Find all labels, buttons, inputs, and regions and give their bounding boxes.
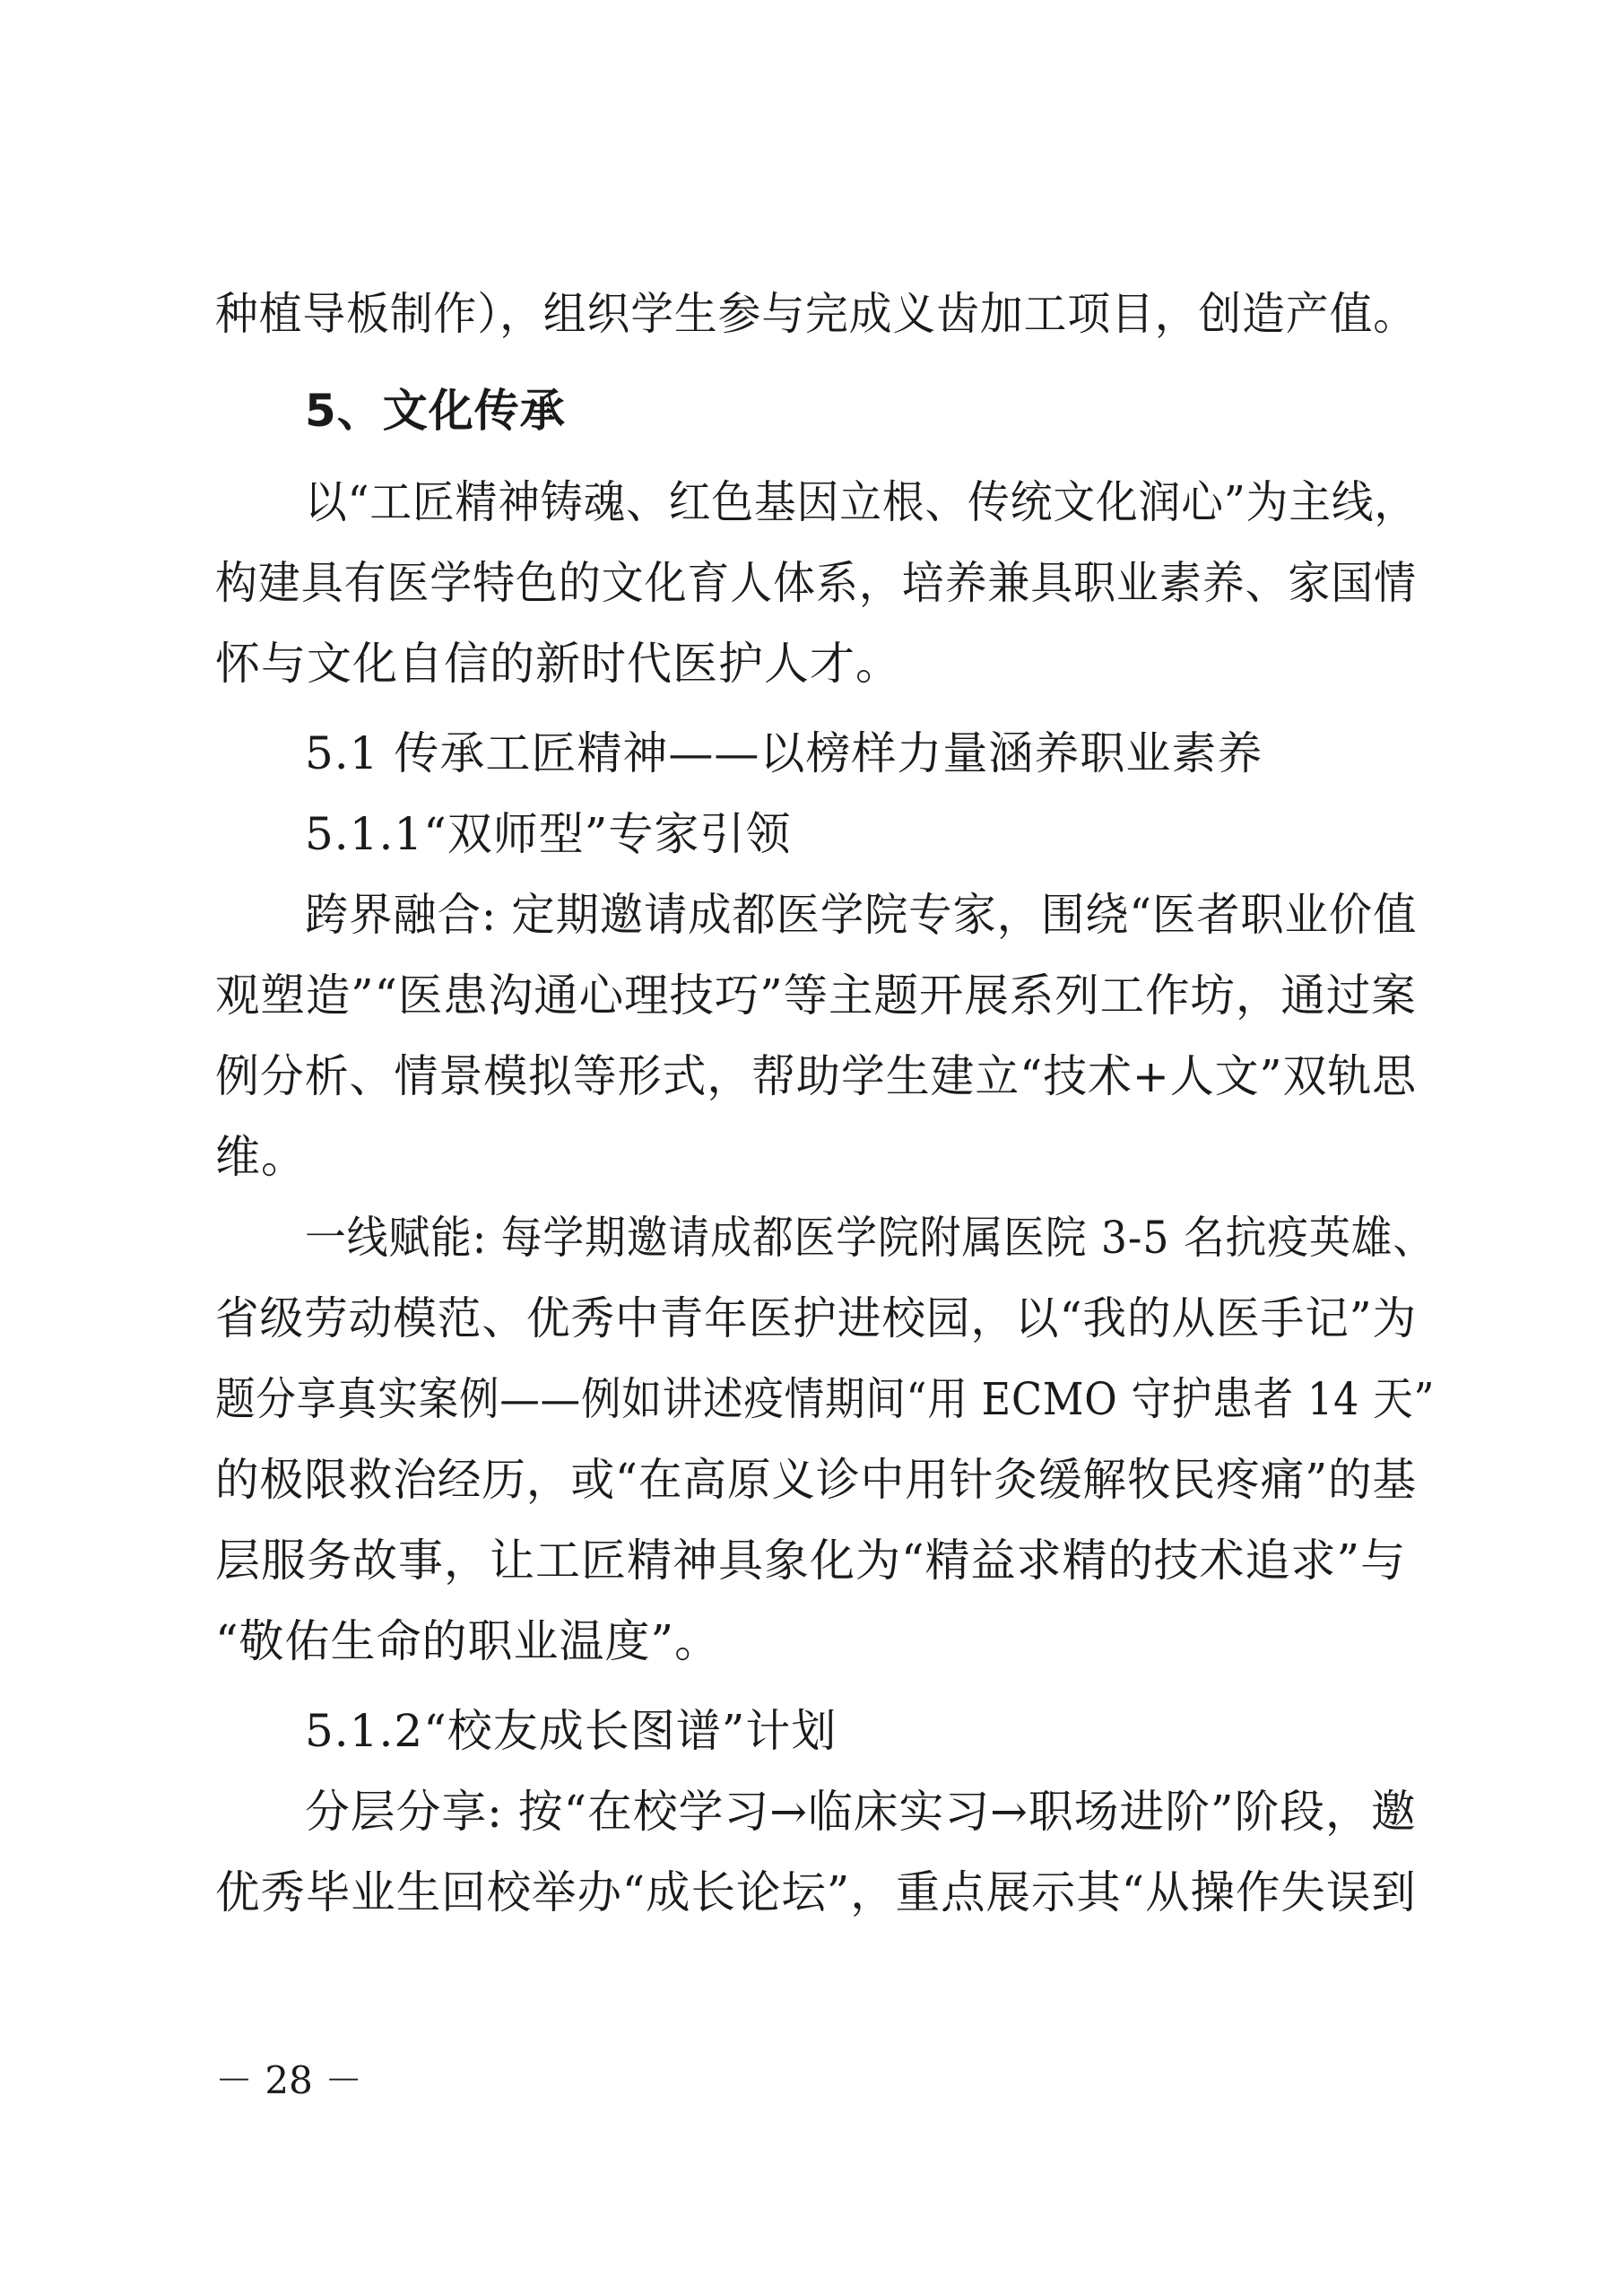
text-line-17: “敬佑生命的职业温度”。 [215,1615,721,1667]
text-line-8: 跨界融合: 定期邀请成都医学院专家，围绕“医者职业价值 [305,889,1418,941]
text-line-4: 构建具有医学特色的文化育人体系，培养兼具职业素养、家国情 [215,557,1417,609]
text-line-10: 例分析、情景模拟等形式，帮助学生建立“技术+人文”双轨思 [215,1050,1418,1102]
text-line-9: 观塑造”“医患沟通心理技巧”等主题开展系列工作坊，通过案 [215,970,1417,1022]
subsection-heading-5-1: 5.1 传承工匠精神——以榜样力量涵养职业素养 [305,727,1263,779]
text-line-14: 题分享真实案例——例如讲述疫情期间“用 ECMO 守护患者 14 天” [215,1373,1436,1425]
text-line-19: 分层分享: 按“在校学习→临床实习→职场进阶”阶段，邀 [305,1786,1417,1838]
subsection-heading-5-1-2: 5.1.2“校友成长图谱”计划 [305,1705,838,1757]
text-line-3: 以“工匠精神铸魂、红色基因立根、传统文化润心”为主线， [305,476,1418,528]
section-heading-5: 5、文化传承 [305,385,566,437]
text-line-20: 优秀毕业生回校举办“成长论坛”，重点展示其“从操作失误到 [215,1866,1417,1918]
text-line-5: 怀与文化自信的新时代医护人才。 [215,638,901,690]
text-line-12: 一线赋能: 每学期邀请成都医学院附属医院 3-5 名抗疫英雄、 [305,1212,1436,1264]
text-line-13: 省级劳动模范、优秀中青年医护进校园，以“我的从医手记”为 [215,1292,1418,1344]
text-line-15: 的极限救治经历，或“在高原义诊中用针灸缓解牧民疼痛”的基 [215,1454,1418,1506]
subsection-heading-5-1-1: 5.1.1“双师型”专家引领 [305,808,792,860]
text-line-1: 种植导板制作），组织学生参与完成义齿加工项目，创造产值。 [215,288,1417,340]
text-line-11: 维。 [215,1131,307,1183]
text-line-16: 层服务故事，让工匠精神具象化为“精益求精的技术追求”与 [215,1535,1407,1587]
page-number: － 28 － [215,2058,363,2102]
